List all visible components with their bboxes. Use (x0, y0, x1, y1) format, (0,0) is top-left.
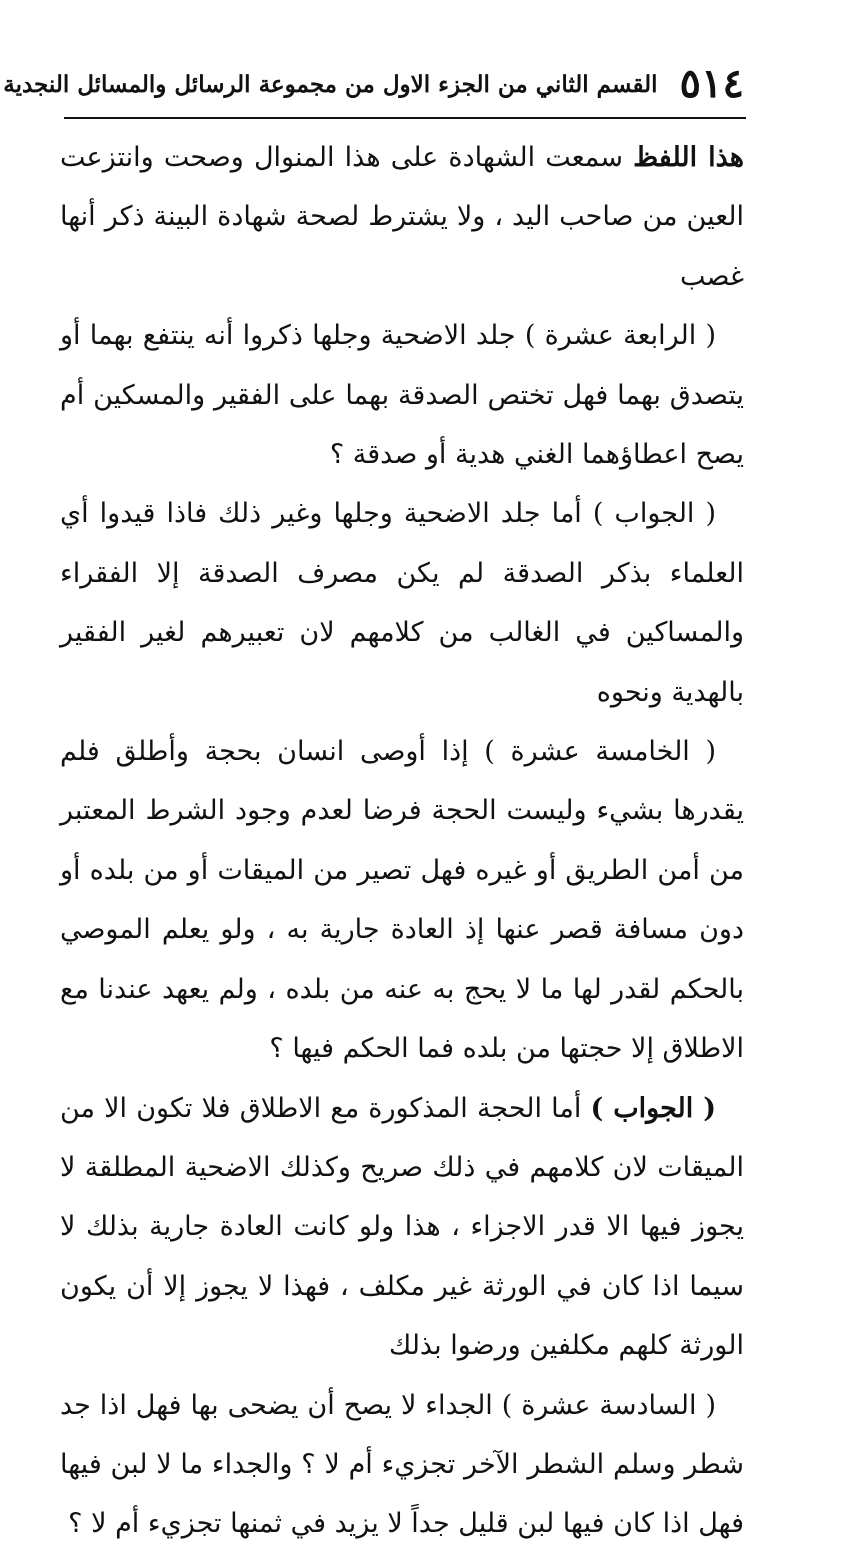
paragraph-text: سمعت الشهادة على هذا المنوال وصحت وانتزعت العين من صاحب اليد ، ولا يشترط لصحة شهادة البينة ذكر أنها غصب (60, 142, 744, 292)
paragraph-question-14 (60, 306, 744, 484)
paragraph-lead: هذا اللفظ (633, 142, 744, 173)
page-number: ٥١٤ (679, 60, 744, 107)
body-text (60, 128, 744, 1554)
running-title: القسم الثاني من الجزء الاول من مجموعة الرسائل والمسائل النجدية (3, 70, 658, 98)
page-header (3, 60, 744, 108)
paragraph-text: ( الجواب ) أما جلد الاضحية وجلها وغير ذلك فاذا قيدوا أي العلماء بذكر الصدقة لم يكن مصرف الصدقة إلا الفقراء والمساكين في الغالب من كلامهم لان تعبيرهم لغير الفقير بالهدية ونحوه (60, 498, 744, 708)
paragraph-text: أما الحجة المذكورة مع الاطلاق فلا تكون الا من الميقات لان كلامهم في ذلك صريح وكذلك الاضحية المطلقة لا يجوز فيها الا قدر الاجزاء ، هذا ولو كانت العادة جارية بذلك لا سيما اذا كان في الورثة غير مكلف ، فهذا لا يجوز إلا أن يكون الورثة كلهم مكلفين ورضوا بذلك (60, 1092, 744, 1362)
header-divider (64, 117, 746, 119)
paragraph-answer-15 (60, 1079, 744, 1376)
paragraph-question-15 (60, 722, 744, 1078)
paragraph-text: ( السادسة عشرة ) الجداء لا يصح أن يضحى بها فهل اذا جد شطر وسلم الشطر الآخر تجزيء أم لا ؟ والجداء ما لا لبن فيها فهل اذا كان فيها لبن قليل جداً لا يزيد في ثمنها تجزيء أم لا ؟ (60, 1389, 744, 1540)
paragraph-question-16 (60, 1376, 744, 1554)
paragraph-answer-14 (60, 484, 744, 722)
paragraph-lead: ( الجواب ) (590, 1092, 717, 1124)
paragraph-continuation (60, 128, 744, 306)
paragraph-text: ( الرابعة عشرة ) جلد الاضحية وجلها ذكروا أنه ينتفع بهما أو يتصدق بهما فهل تختص الصدقة بهما على الفقير والمسكين أم يصح اعطاؤهما الغني هدية أو صدقة ؟ (60, 320, 744, 471)
paragraph-text: ( الخامسة عشرة ) إذا أوصى انسان بحجة وأطلق فلم يقدرها بشيء وليست الحجة فرضا لعدم وجود الشرط المعتبر من أمن الطريق أو غيره فهل تصير من الميقات أو من بلده أو دون مسافة قصر عنها إذ العادة جارية به ، ولو يعلم الموصي بالحكم لقدر لها ما لا يحج به عنه من بلده ، ولم يعهد عندنا مع الاطلاق إلا حجتها من بلده فما الحكم فيها ؟ (60, 736, 744, 1065)
